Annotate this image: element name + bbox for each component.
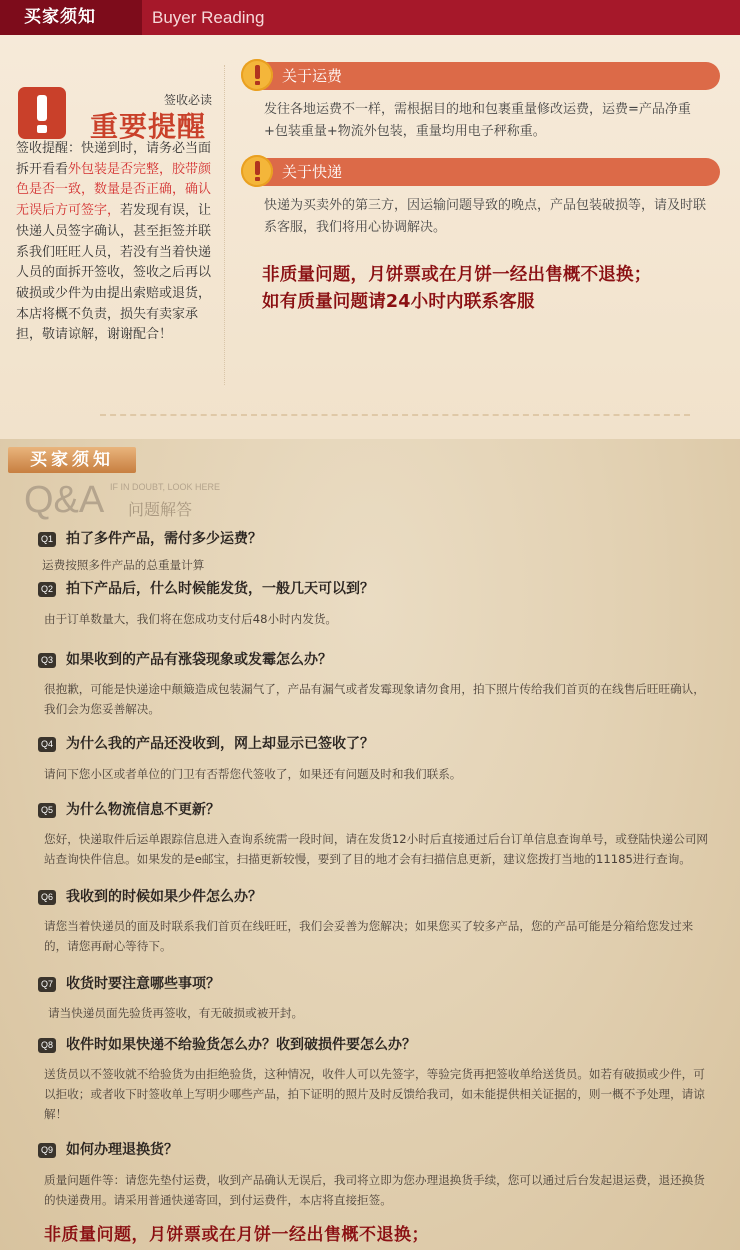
question-1 bbox=[38, 528, 262, 548]
question-6 bbox=[38, 886, 262, 906]
question-7 bbox=[38, 973, 220, 993]
question-9 bbox=[38, 1139, 178, 1159]
express-title: 关于快递 bbox=[282, 163, 343, 181]
question-text: 为什么我的产品还没收到，网上却显示已签收了？ bbox=[66, 736, 374, 752]
q-badge: Q7 bbox=[38, 977, 56, 992]
shipping-title: 关于运费 bbox=[282, 67, 343, 85]
q-badge: Q8 bbox=[38, 1038, 56, 1053]
qa-cn-title: 问题解答 bbox=[128, 500, 193, 519]
answer-2: 由于订单数量大，我们将在您成功支付后48小时内发货。 bbox=[44, 612, 338, 626]
policy-line-2: 如有质量问题请24小时内联系客服 bbox=[262, 292, 535, 312]
answer-3: 很抱歉，可能是快递途中颠簸造成包装漏气了，产品有漏气或者发霉现象请勿食用，拍下照片传给我们首页的在线售后旺旺确认，我们会为您妥善解决。 bbox=[44, 682, 705, 716]
notice-section bbox=[0, 35, 740, 439]
header-english-title: Buyer Reading bbox=[152, 8, 265, 27]
question-text: 如果收到的产品有涨袋现象或发霉怎么办？ bbox=[66, 652, 332, 668]
notice-text-after: 若发现有误，让快递人员签字确认，甚至拒签并联系我们旺旺人员，若没有当着快递人员的面拆开签收，签收之后再以破损或少件为由提出索赔或退货，本店将概不负责，损失有卖家承担，敬请谅解，谢谢配合！ bbox=[16, 203, 212, 343]
q-badge: Q9 bbox=[38, 1143, 56, 1158]
qa-big-title: Q&A bbox=[24, 479, 105, 521]
express-text: 快递为买卖外的第三方，因运输问题导致的晚点，产品包装破损等，请及时联系客服，我们将用心协调解决。 bbox=[264, 198, 707, 235]
question-text: 为什么物流信息不更新？ bbox=[66, 802, 220, 818]
q-badge: Q6 bbox=[38, 890, 56, 905]
policy-line-1: 非质量问题，月饼票或在月饼一经出售概不退换； bbox=[262, 265, 652, 285]
question-8 bbox=[38, 1034, 416, 1054]
answer-7: 请当快递员面先验货再签收，有无破损或被开封。 bbox=[48, 1006, 304, 1020]
qa-english-hint: IF IN DOUBT, LOOK HERE bbox=[110, 482, 221, 492]
q-badge: Q2 bbox=[38, 582, 56, 597]
answer-1: 运费按照多件产品的总重量计算 bbox=[42, 558, 205, 572]
header-tab-label: 买家须知 bbox=[0, 0, 142, 35]
answer-4: 请问下您小区或者单位的门卫有否帮您代签收了，如果还有问题及时和我们联系。 bbox=[44, 767, 462, 781]
alert-icon bbox=[241, 155, 273, 187]
question-text: 拍下产品后，什么时候能发货，一般几天可以到？ bbox=[66, 581, 374, 597]
question-text: 我收到的时候如果少件怎么办？ bbox=[66, 889, 262, 905]
notice-text-highlight: 外包装是否完整，胶带颜色是否一致，数量是否正确，确认无误后方可签字， bbox=[16, 161, 212, 219]
q-badge: Q4 bbox=[38, 737, 56, 752]
answer-9: 质量问题件等：请您先垫付运费，收到产品确认无误后，我司将立即为您办理退换货手续，您可以通过后台发起退运费，退还换货的快递费用。请采用普通快递寄回，到付运费件，本店将直接拒签。 bbox=[44, 1173, 705, 1207]
notice-small-label: 签收必读 bbox=[163, 93, 212, 107]
alert-icon bbox=[241, 59, 273, 91]
answer-5: 您好，快递取件后运单跟踪信息进入查询系统需一段时间，请在发货12小时后直接通过后台订单信息查询单号，或登陆快递公司网站查询快件信息。如果发的是e邮宝，扫描更新较慢，要到了目的地才会有扫描信息更新，建议您拨打当地的11185进行查询。 bbox=[44, 832, 709, 866]
notice-text-before: 签收提醒：快递到时，请务必当面拆开看看 bbox=[16, 141, 212, 177]
express-title-pill bbox=[244, 158, 720, 186]
question-4 bbox=[38, 733, 374, 753]
section-divider bbox=[100, 414, 690, 416]
question-5 bbox=[38, 799, 220, 819]
notice-big-title: 重要提醒 bbox=[90, 110, 207, 143]
question-text: 收件时如果快递不给验货怎么办？收到破损件要怎么办？ bbox=[66, 1037, 416, 1053]
question-3 bbox=[38, 649, 332, 669]
qa-tag: 买家须知 bbox=[8, 447, 136, 473]
vertical-divider bbox=[224, 65, 225, 385]
answer-8: 送货员以不签收就不给验货为由拒绝验货，这种情况，收件人可以先签字，等验完货再把签收单给送货员。如若有破损或少件，可以拒收；或者收下时签收单上写明少哪些产品，拍下证明的照片及时反馈给我司，如未能提供相关证据的，则一概不予处理，请谅解！ bbox=[44, 1067, 705, 1121]
warning-icon bbox=[18, 87, 66, 139]
question-text: 拍了多件产品，需付多少运费？ bbox=[66, 531, 262, 547]
question-text: 如何办理退换货？ bbox=[66, 1142, 178, 1158]
notice-text bbox=[16, 139, 216, 346]
shipping-title-pill bbox=[244, 62, 720, 90]
bottom-policy: 非质量问题，月饼票或在月饼一经出售概不退换； bbox=[44, 1225, 429, 1245]
header-bar bbox=[0, 0, 740, 35]
shipping-text: 发往各地运费不一样，需根据目的地和包裹重量修改运费，运费=产品净重+包装重量+物流外包装，重量均用电子秤称重。 bbox=[264, 102, 691, 139]
q-badge: Q1 bbox=[38, 532, 56, 547]
q-badge: Q3 bbox=[38, 653, 56, 668]
qa-section bbox=[0, 439, 740, 1250]
q-badge: Q5 bbox=[38, 803, 56, 818]
question-text: 收货时要注意哪些事项？ bbox=[66, 976, 220, 992]
answer-6: 请您当着快递员的面及时联系我们首页在线旺旺，我们会妥善为您解决；如果您买了较多产品，您的产品可能是分箱给您发过来的，请您再耐心等待下。 bbox=[44, 919, 694, 953]
policy-block bbox=[262, 262, 732, 316]
question-2 bbox=[38, 578, 374, 598]
